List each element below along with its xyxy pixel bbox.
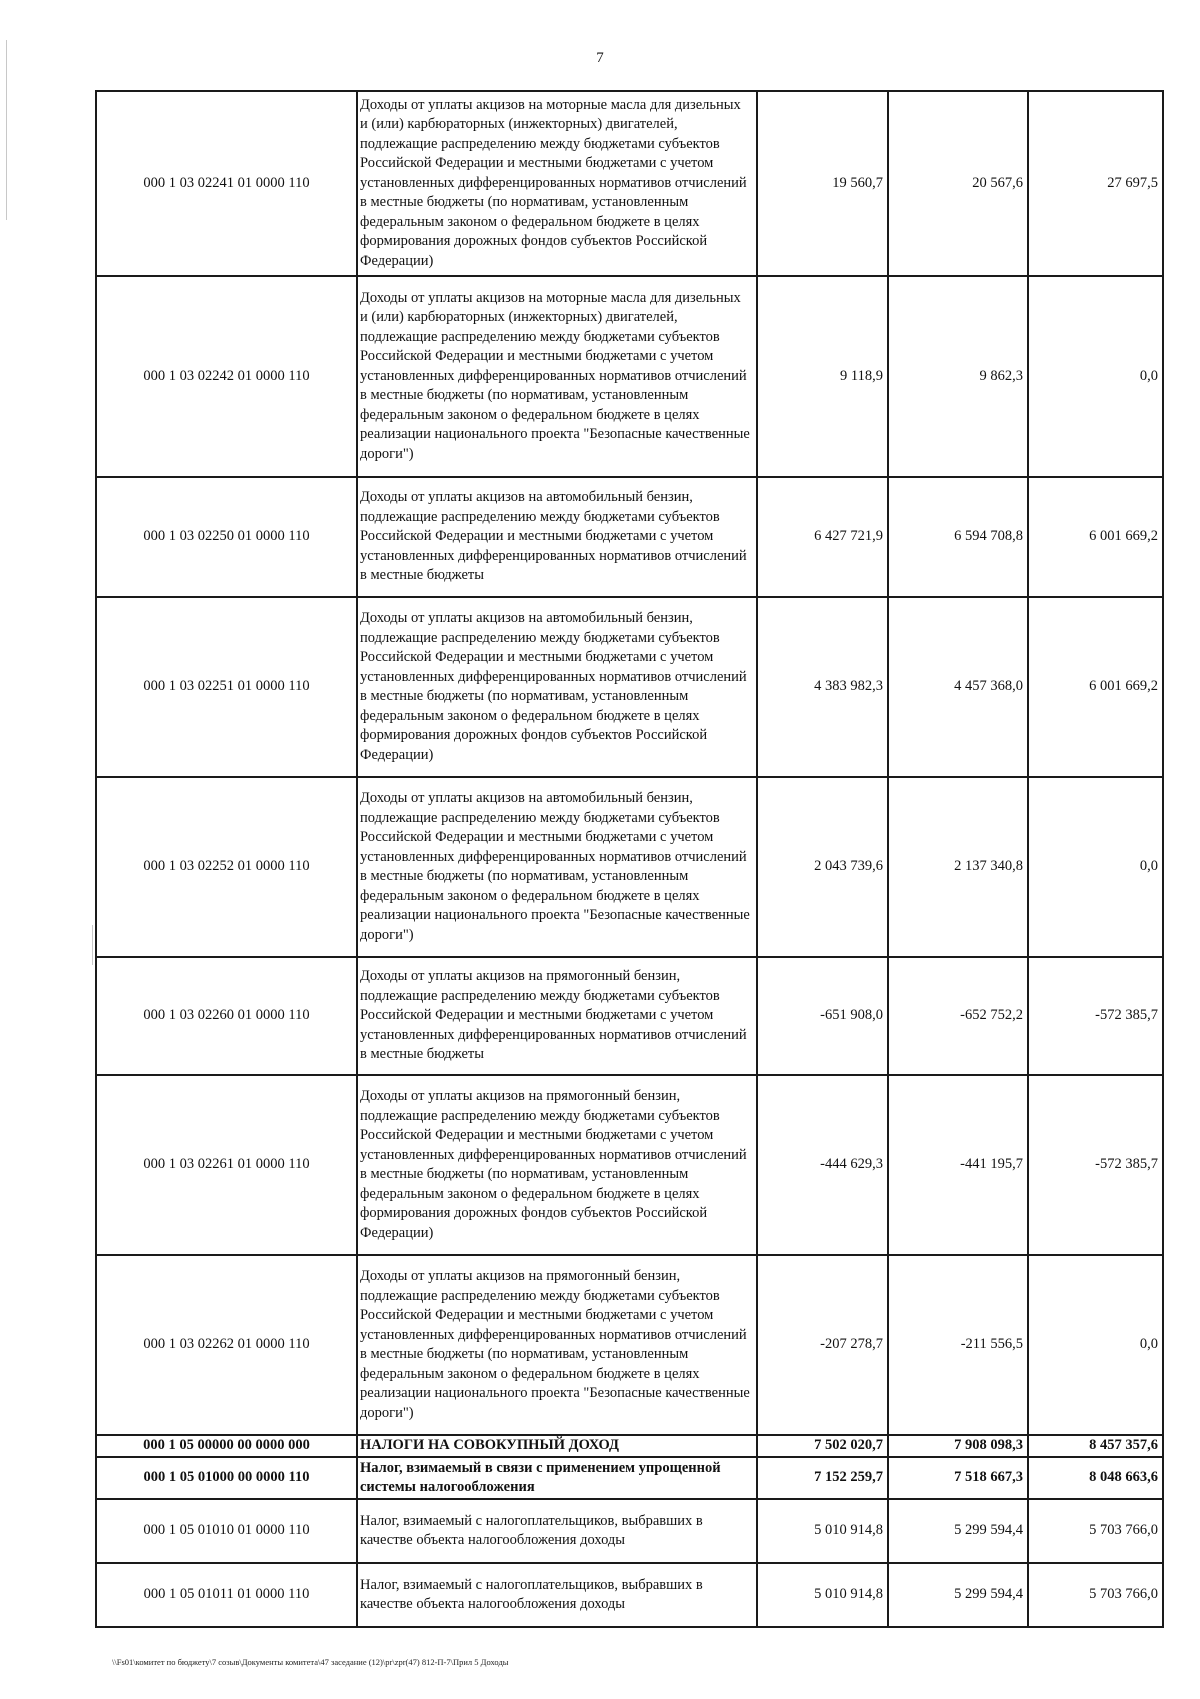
- row-value-1: -444 629,3: [757, 1075, 888, 1255]
- table-row: [96, 1075, 1163, 1255]
- row-value-1: 7 152 259,7: [757, 1457, 888, 1499]
- row-value-1: 6 427 721,9: [757, 477, 888, 597]
- row-code: 000 1 05 00000 00 0000 000: [96, 1435, 357, 1457]
- row-name: Налог, взимаемый с налогоплательщиков, выбравших в качестве объекта налогообложения доходы: [357, 1499, 757, 1563]
- table-row: [96, 1499, 1163, 1563]
- row-value-1: 5 010 914,8: [757, 1499, 888, 1563]
- row-value-1: 9 118,9: [757, 276, 888, 477]
- row-name: Доходы от уплаты акцизов на моторные масла для дизельных и (или) карбюраторных (инжекторных) двигателей, подлежащие распределению между бюджетами субъектов Российской Федерации и местными бюджетами с учетом установленных дифференцированных нормативов отчислений в местные бюджеты (по нормативам, установленным федеральным законом о федеральном бюджете в целях реализации национального проекта "Безопасные качественные дороги"): [357, 276, 757, 477]
- table-row: [96, 276, 1163, 477]
- row-value-3: 8 048 663,6: [1028, 1457, 1163, 1499]
- row-value-2: -652 752,2: [888, 957, 1028, 1075]
- row-code: 000 1 05 01000 00 0000 110: [96, 1457, 357, 1499]
- row-value-3: 0,0: [1028, 276, 1163, 477]
- row-value-3: 6 001 669,2: [1028, 597, 1163, 777]
- row-value-1: 7 502 020,7: [757, 1435, 888, 1457]
- row-code: 000 1 05 01011 01 0000 110: [96, 1563, 357, 1627]
- row-name: Доходы от уплаты акцизов на автомобильный бензин, подлежащие распределению между бюджетами субъектов Российской Федерации и местными бюджетами с учетом установленных дифференцированных нормативов отчислений в местные бюджеты: [357, 477, 757, 597]
- row-name: Налог, взимаемый в связи с применением упрощенной системы налогообложения: [357, 1457, 757, 1499]
- row-name: Доходы от уплаты акцизов на автомобильный бензин, подлежащие распределению между бюджетами субъектов Российской Федерации и местными бюджетами с учетом установленных дифференцированных нормативов отчислений в местные бюджеты (по нормативам, установленным федеральным законом о федеральном бюджете в целях реализации национального проекта "Безопасные качественные дороги"): [357, 777, 757, 957]
- row-value-3: -572 385,7: [1028, 957, 1163, 1075]
- row-name: Доходы от уплаты акцизов на моторные масла для дизельных и (или) карбюраторных (инжекторных) двигателей, подлежащие распределению между бюджетами субъектов Российской Федерации и местными бюджетами с учетом установленных дифференцированных нормативов отчислений в местные бюджеты (по нормативам, установленным федеральным законом о федеральном бюджете в целях формирования дорожных фондов субъектов Российской Федерации): [357, 91, 757, 276]
- row-value-2: -441 195,7: [888, 1075, 1028, 1255]
- row-value-3: 6 001 669,2: [1028, 477, 1163, 597]
- row-code: 000 1 03 02260 01 0000 110: [96, 957, 357, 1075]
- row-value-2: 5 299 594,4: [888, 1499, 1028, 1563]
- row-value-1: 4 383 982,3: [757, 597, 888, 777]
- table-row: [96, 1563, 1163, 1627]
- table-row: [96, 597, 1163, 777]
- table-row: [96, 957, 1163, 1075]
- row-name: Доходы от уплаты акцизов на прямогонный бензин, подлежащие распределению между бюджетами субъектов Российской Федерации и местными бюджетами с учетом установленных дифференцированных нормативов отчислений в местные бюджеты (по нормативам, установленным федеральным законом о федеральном бюджете в целях формирования дорожных фондов субъектов Российской Федерации): [357, 1075, 757, 1255]
- table-row-total: [96, 1435, 1163, 1457]
- row-value-2: 7 518 667,3: [888, 1457, 1028, 1499]
- row-value-2: 4 457 368,0: [888, 597, 1028, 777]
- row-value-3: 5 703 766,0: [1028, 1499, 1163, 1563]
- table-row: [96, 477, 1163, 597]
- row-value-3: 0,0: [1028, 777, 1163, 957]
- row-value-1: -207 278,7: [757, 1255, 888, 1435]
- row-code: 000 1 03 02261 01 0000 110: [96, 1075, 357, 1255]
- row-value-1: -651 908,0: [757, 957, 888, 1075]
- row-value-1: 2 043 739,6: [757, 777, 888, 957]
- budget-revenue-table: [95, 90, 1164, 1628]
- row-value-2: 9 862,3: [888, 276, 1028, 477]
- row-name: НАЛОГИ НА СОВОКУПНЫЙ ДОХОД: [357, 1435, 757, 1457]
- row-value-2: 7 908 098,3: [888, 1435, 1028, 1457]
- row-code: 000 1 05 01010 01 0000 110: [96, 1499, 357, 1563]
- row-value-1: 5 010 914,8: [757, 1563, 888, 1627]
- row-value-2: 6 594 708,8: [888, 477, 1028, 597]
- page-number: 7: [596, 50, 604, 66]
- row-value-3: 5 703 766,0: [1028, 1563, 1163, 1627]
- row-value-3: -572 385,7: [1028, 1075, 1163, 1255]
- table-row: [96, 1255, 1163, 1435]
- table-row: [96, 777, 1163, 957]
- row-value-1: 19 560,7: [757, 91, 888, 276]
- row-value-2: 5 299 594,4: [888, 1563, 1028, 1627]
- row-value-3: 8 457 357,6: [1028, 1435, 1163, 1457]
- table-row: [96, 91, 1163, 276]
- table-row-subtotal: [96, 1457, 1163, 1499]
- row-value-2: 2 137 340,8: [888, 777, 1028, 957]
- scan-margin-line: [6, 40, 7, 220]
- row-value-3: 27 697,5: [1028, 91, 1163, 276]
- row-code: 000 1 03 02250 01 0000 110: [96, 477, 357, 597]
- row-name: Налог, взимаемый с налогоплательщиков, выбравших в качестве объекта налогообложения доходы: [357, 1563, 757, 1627]
- row-value-2: -211 556,5: [888, 1255, 1028, 1435]
- row-code: 000 1 03 02251 01 0000 110: [96, 597, 357, 777]
- row-name: Доходы от уплаты акцизов на прямогонный бензин, подлежащие распределению между бюджетами субъектов Российской Федерации и местными бюджетами с учетом установленных дифференцированных нормативов отчислений в местные бюджеты (по нормативам, установленным федеральным законом о федеральном бюджете в целях реализации национального проекта "Безопасные качественные дороги"): [357, 1255, 757, 1435]
- row-value-3: 0,0: [1028, 1255, 1163, 1435]
- row-code: 000 1 03 02252 01 0000 110: [96, 777, 357, 957]
- row-name: Доходы от уплаты акцизов на прямогонный бензин, подлежащие распределению между бюджетами субъектов Российской Федерации и местными бюджетами с учетом установленных дифференцированных нормативов отчислений в местные бюджеты: [357, 957, 757, 1075]
- row-code: 000 1 03 02241 01 0000 110: [96, 91, 357, 276]
- file-path-footer: \\Fs01\комитет по бюджету\7 созыв\Документы комитета\47 заседание (12)\pr\zpr(47) 812-П-7\Прил 5 Доходы: [112, 1657, 509, 1667]
- row-value-2: 20 567,6: [888, 91, 1028, 276]
- row-name: Доходы от уплаты акцизов на автомобильный бензин, подлежащие распределению между бюджетами субъектов Российской Федерации и местными бюджетами с учетом установленных дифференцированных нормативов отчислений в местные бюджеты (по нормативам, установленным федеральным законом о федеральном бюджете в целях формирования дорожных фондов субъектов Российской Федерации): [357, 597, 757, 777]
- scan-margin-line: [92, 925, 93, 965]
- row-code: 000 1 03 02242 01 0000 110: [96, 276, 357, 477]
- row-code: 000 1 03 02262 01 0000 110: [96, 1255, 357, 1435]
